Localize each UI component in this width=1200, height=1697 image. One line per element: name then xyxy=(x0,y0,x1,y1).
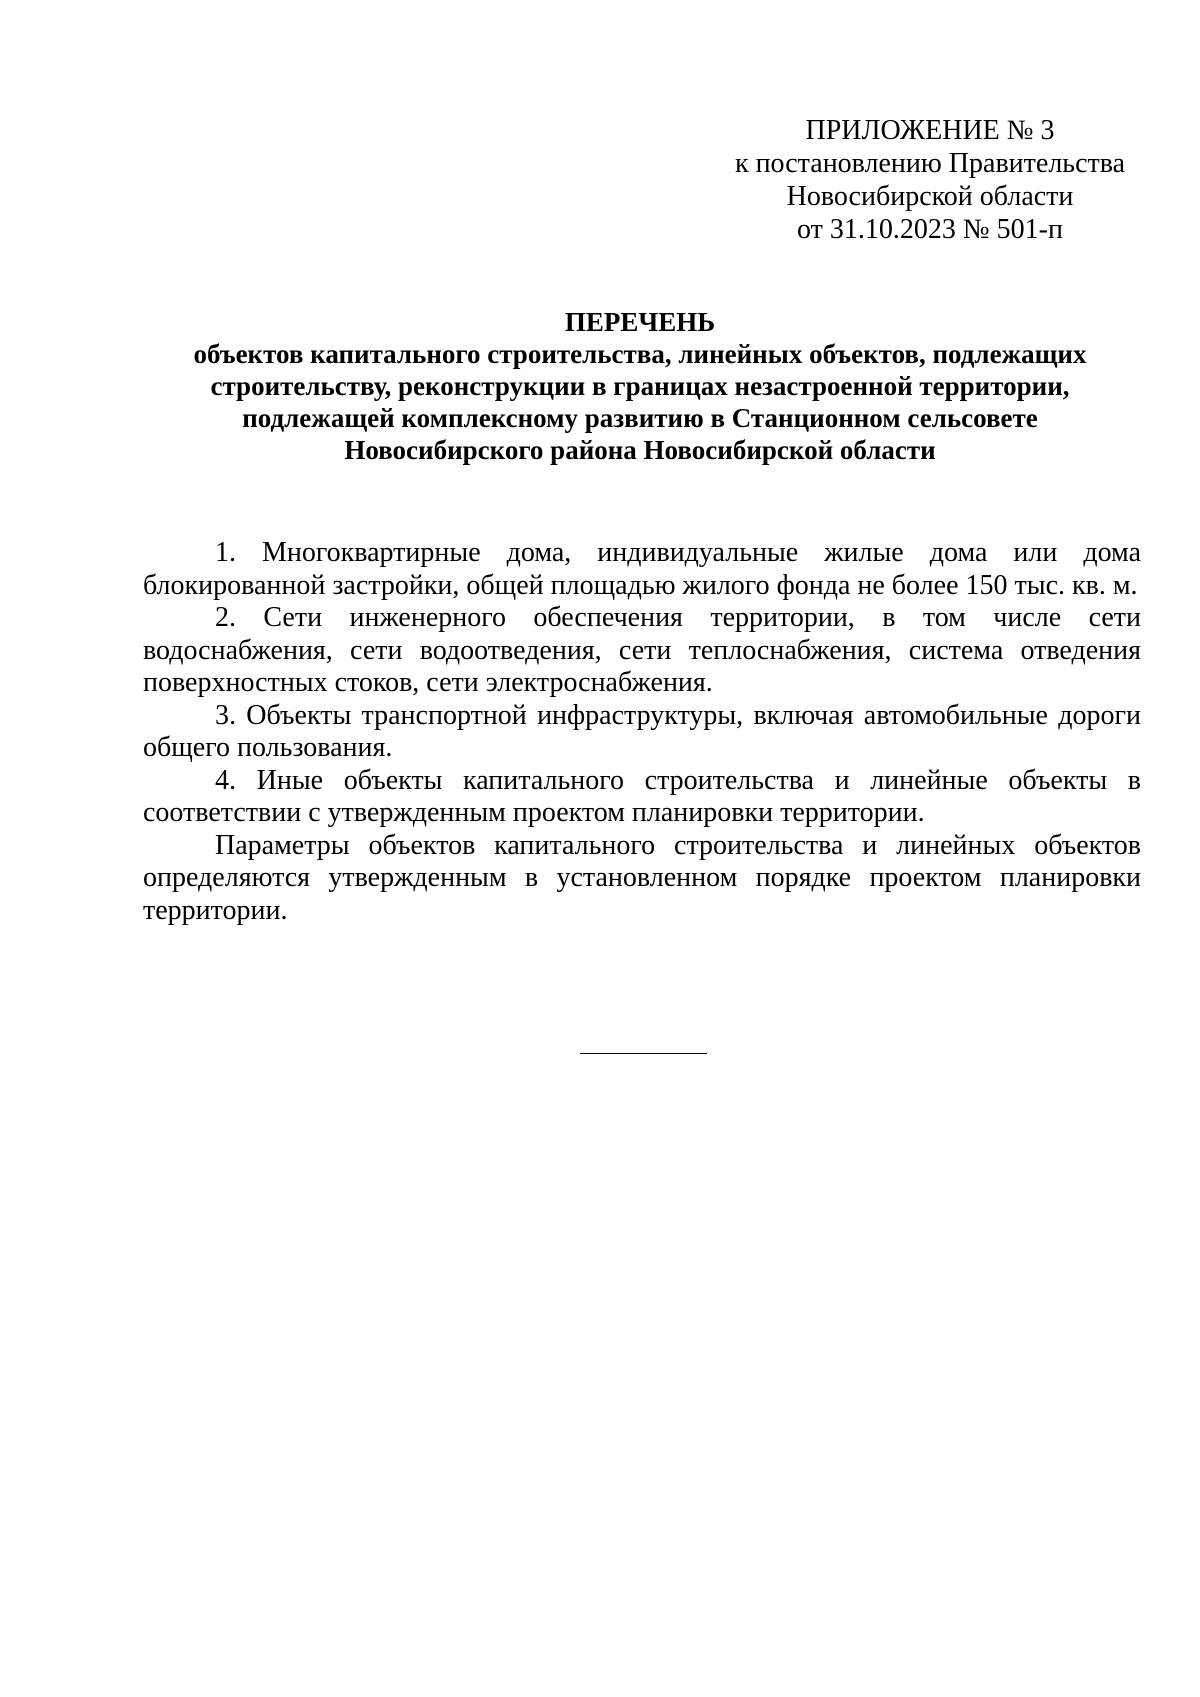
title-line-1: объектов капитального строительства, линейных объектов, подлежащих xyxy=(193,339,1087,369)
title-heading: ПЕРЕЧЕНЬ xyxy=(564,307,716,337)
list-item-3: 3. Объекты транспортной инфраструктуры, включая автомобильные дороги общего пользования. xyxy=(143,699,1141,763)
list-item-1: 1. Многоквартирные дома, индивидуальные жилые дома или дома блокированной застройки, общей площадью жилого фонда не более 150 тыс. кв. м. xyxy=(143,537,1141,601)
closing-paragraph: Параметры объектов капитального строительства и линейных объектов определяются утвержденным в установленном порядке проектом планировки территории. xyxy=(143,829,1141,926)
title-line-2: строительству, реконструкции в границах незастроенной территории, xyxy=(210,371,1070,401)
title-line-4: Новосибирского района Новосибирской области xyxy=(344,435,936,465)
appendix-header xyxy=(700,114,1160,246)
list-item-2: 2. Сети инженерного обеспечения территории, в том числе сети водоснабжения, сети водоотведения, сети теплоснабжения, система отведения поверхностных стоков, сети электроснабжения. xyxy=(143,602,1141,698)
list-item-4: 4. Иные объекты капитального строительства и линейные объекты в соответствии с утвержденным проектом планировки территории. xyxy=(143,764,1141,828)
document-title xyxy=(140,306,1140,466)
document-body xyxy=(143,537,1141,927)
appendix-number: ПРИЛОЖЕНИЕ № 3 xyxy=(805,115,1055,146)
appendix-reference: к постановлению Правительства xyxy=(734,148,1126,179)
appendix-date-number: от 31.10.2023 № 501-п xyxy=(797,214,1063,245)
appendix-region: Новосибирской области xyxy=(786,181,1074,212)
title-line-3: подлежащей комплексному развитию в Станционном сельсовете xyxy=(242,403,1038,433)
end-divider xyxy=(580,1053,707,1054)
